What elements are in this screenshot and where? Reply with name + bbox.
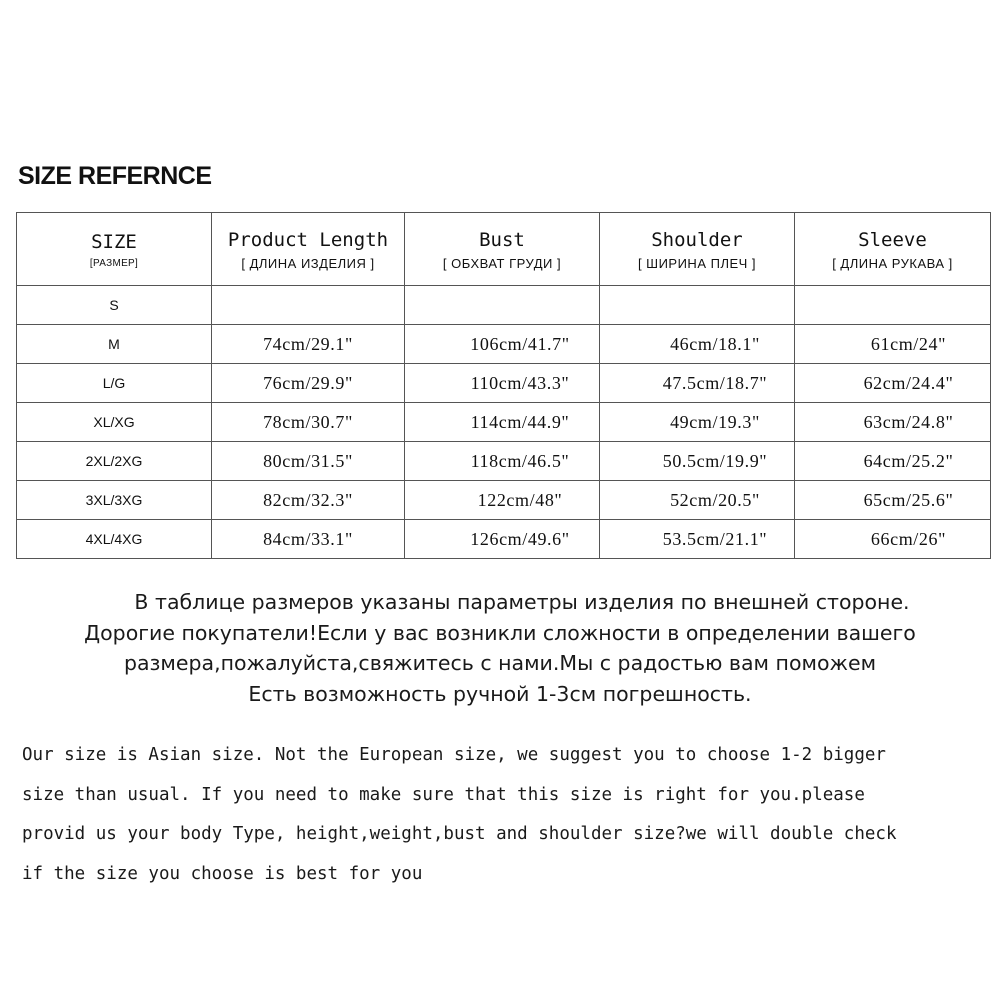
bust-cell: 114cm/44.9" <box>405 403 600 442</box>
russian-note-line: В таблице размеров указаны параметры изделия по внешней стороне. <box>134 590 910 614</box>
header-shoulder: Shoulder [ ШИРИНА ПЛЕЧ ] <box>600 213 795 286</box>
length-cell <box>212 286 405 325</box>
length-cell: 84cm/33.1" <box>212 520 405 559</box>
sleeve-cell <box>795 286 991 325</box>
sleeve-cell: 66cm/26" <box>795 520 991 559</box>
length-cell: 80cm/31.5" <box>212 442 405 481</box>
length-cell: 74cm/29.1" <box>212 325 405 364</box>
header-sleeve: Sleeve [ ДЛИНА РУКАВА ] <box>795 213 991 286</box>
sleeve-cell: 65cm/25.6" <box>795 481 991 520</box>
header-size: SIZE [РАЗМЕР] <box>17 213 212 286</box>
russian-note-line: Есть возможность ручной 1-3см погрешность. <box>248 681 752 706</box>
bust-cell: 122cm/48" <box>405 481 600 520</box>
shoulder-cell: 50.5cm/19.9" <box>600 442 795 481</box>
english-note-line: Our size is Asian size. Not the European size, we suggest you to choose 1-2 bigger <box>22 745 886 765</box>
english-note-line: if the size you choose is best for you <box>22 863 423 884</box>
bust-cell: 118cm/46.5" <box>405 442 600 481</box>
table-row <box>17 442 991 481</box>
size-chart-table <box>16 212 991 559</box>
table-row <box>17 325 991 364</box>
bust-cell <box>405 286 600 325</box>
size-cell: M <box>17 325 212 364</box>
size-cell: XL/XG <box>17 403 212 442</box>
sleeve-cell: 64cm/25.2" <box>795 442 991 481</box>
russian-size-note <box>0 587 1000 709</box>
bust-cell: 110cm/43.3" <box>405 364 600 403</box>
header-product-length: Product Length [ ДЛИНА ИЗДЕЛИЯ ] <box>212 213 405 286</box>
size-cell: 4XL/4XG <box>17 520 212 559</box>
shoulder-cell <box>600 286 795 325</box>
table-row <box>17 481 991 520</box>
length-cell: 78cm/30.7" <box>212 403 405 442</box>
shoulder-cell: 52cm/20.5" <box>600 481 795 520</box>
size-cell: L/G <box>17 364 212 403</box>
english-size-note <box>22 736 982 894</box>
sleeve-cell: 62cm/24.4" <box>795 364 991 403</box>
shoulder-cell: 49cm/19.3" <box>600 403 795 442</box>
length-cell: 76cm/29.9" <box>212 364 405 403</box>
size-reference-title: SIZE REFERNCE <box>18 162 212 190</box>
sleeve-cell: 61cm/24" <box>795 325 991 364</box>
table-row <box>17 403 991 442</box>
table-row <box>17 364 991 403</box>
length-cell: 82cm/32.3" <box>212 481 405 520</box>
size-cell: 3XL/3XG <box>17 481 212 520</box>
shoulder-cell: 47.5cm/18.7" <box>600 364 795 403</box>
bust-cell: 106cm/41.7" <box>405 325 600 364</box>
english-note-line: size than usual. If you need to make sure that this size is right for you.please <box>22 784 865 805</box>
table-header-row <box>17 213 991 286</box>
sleeve-cell: 63cm/24.8" <box>795 403 991 442</box>
russian-note-line: Дорогие покупатели!Если у вас возникли сложности в определении вашего <box>84 620 916 645</box>
russian-note-line: размера,пожалуйста,свяжитесь с нами.Мы с радостью вам поможем <box>123 651 877 675</box>
shoulder-cell: 46cm/18.1" <box>600 325 795 364</box>
bust-cell: 126cm/49.6" <box>405 520 600 559</box>
size-cell: 2XL/2XG <box>17 442 212 481</box>
header-bust: Bust [ ОБХВАТ ГРУДИ ] <box>405 213 600 286</box>
english-note-line: provid us your body Type, height,weight,bust and shoulder size?we will double check <box>22 824 897 844</box>
size-cell: S <box>17 286 212 325</box>
table-row <box>17 520 991 559</box>
table-row <box>17 286 991 325</box>
shoulder-cell: 53.5cm/21.1" <box>600 520 795 559</box>
